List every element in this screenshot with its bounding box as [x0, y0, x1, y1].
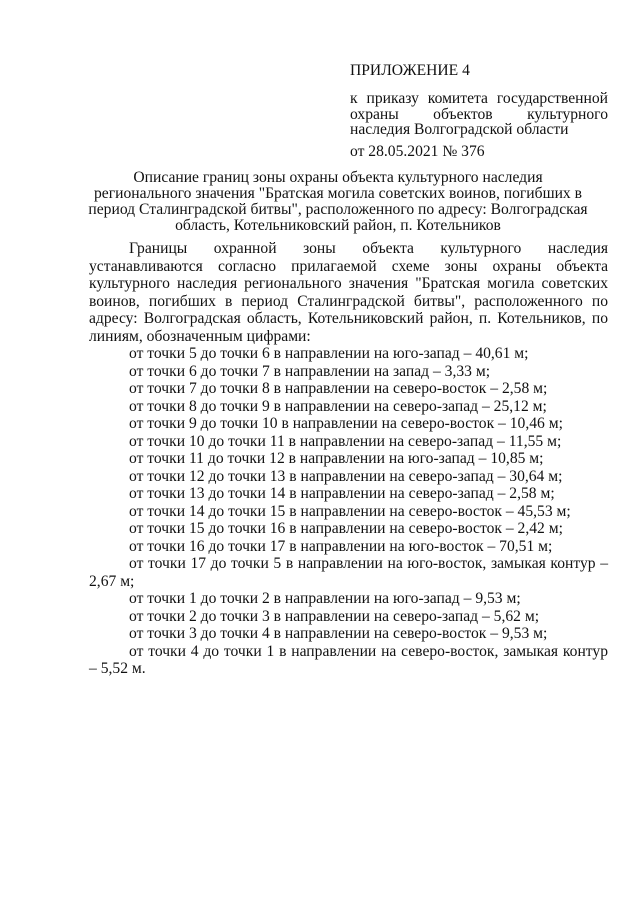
- boundary-segment: от точки 6 до точки 7 в направлении на запад – 3,33 м;: [129, 362, 491, 380]
- document-heading: Описание границ зоны охраны объекта культурного наследия регионального значения "Братская могила советских воинов, погибших в период Сталинградской битвы", расположенного по адресу: Волгоградская область, Котельниковский район, п. Котельников: [88, 169, 588, 234]
- boundary-segment: от точки 14 до точки 15 в направлении на северо-восток – 45,53 м;: [129, 502, 571, 520]
- boundary-segment: от точки 12 до точки 13 в направлении на северо-запад – 30,64 м;: [129, 467, 563, 485]
- boundary-segment: от точки 9 до точки 10 в направлении на северо-восток – 10,46 м;: [129, 415, 563, 432]
- boundary-segment: от точки 7 до точки 8 в направлении на северо-восток – 2,58 м;: [129, 380, 548, 397]
- appendix-date: от 28.05.2021 № 376: [350, 143, 485, 160]
- boundary-segment: от точки 13 до точки 14 в направлении на северо-запад – 2,58 м;: [129, 485, 555, 502]
- boundary-segment: от точки 11 до точки 12 в направлении на юго-запад – 10,85 м;: [129, 450, 544, 467]
- document-body: [89, 240, 608, 678]
- boundary-segments-list: [89, 345, 608, 678]
- boundary-segment: от точки 17 до точки 5 в направлении на юго-восток, замыкая контур – 2,67 м;: [89, 555, 608, 590]
- boundary-segment: от точки 2 до точки 3 в направлении на северо-запад – 5,62 м;: [129, 607, 540, 625]
- appendix-order-reference: к приказу комитета государственной охраны объектов культурного наследия Волгоградской области: [350, 90, 608, 138]
- boundary-segment: от точки 5 до точки 6 в направлении на юго-запад – 40,61 м;: [129, 345, 529, 362]
- boundary-segment: от точки 3 до точки 4 в направлении на северо-восток – 9,53 м;: [129, 625, 548, 642]
- boundary-segment: от точки 15 до точки 16 в направлении на северо-восток – 2,42 м;: [129, 520, 563, 537]
- boundary-segment: от точки 4 до точки 1 в направлении на северо-восток, замыкая контур – 5,52 м.: [89, 642, 608, 677]
- boundary-segment: от точки 1 до точки 2 в направлении на юго-запад – 9,53 м;: [129, 590, 521, 607]
- boundary-segment: от точки 10 до точки 11 в направлении на северо-запад – 11,55 м;: [129, 432, 562, 450]
- appendix-title: ПРИЛОЖЕНИЕ 4: [350, 62, 470, 79]
- boundary-segment: от точки 16 до точки 17 в направлении на юго-восток – 70,51 м;: [129, 537, 553, 555]
- boundary-segment: от точки 8 до точки 9 в направлении на северо-запад – 25,12 м;: [129, 397, 547, 415]
- intro-paragraph: Границы охранной зоны объекта культурного наследия устанавливаются согласно прилагаемой схеме зоны охраны объекта культурного наследия регионального значения "Братская могила советских воинов, погибших в период Сталинградской битвы", расположенного по адресу: Волгоградская область, Котельниковский район, п. Котельников, по линиям, обозначенным цифрами:: [89, 240, 608, 345]
